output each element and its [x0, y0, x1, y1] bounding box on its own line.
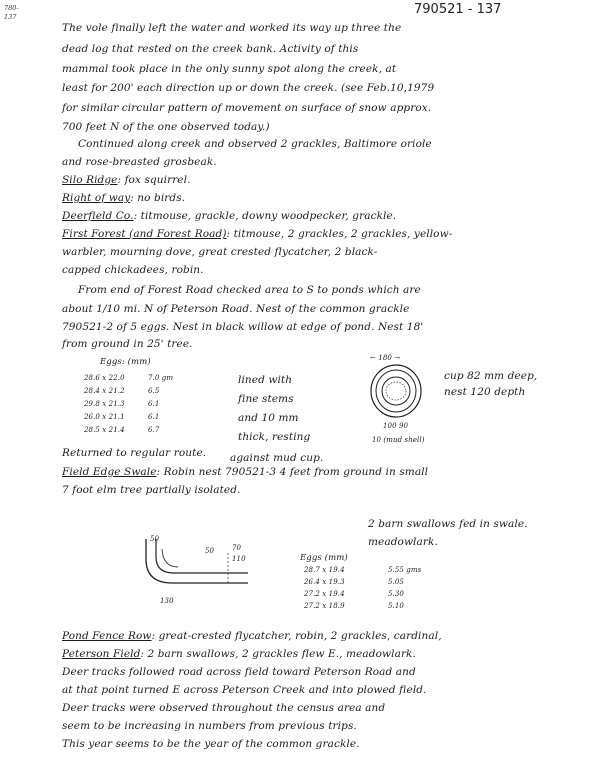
forest-road-line-3: 790521-2 of 5 eggs. Nest in black willow at edge of pond. Nest 18' [62, 321, 424, 333]
eggs1-size: 29.8 x 21.3 [84, 400, 125, 408]
eggs2-size: 26.4 x 19.3 [304, 578, 345, 586]
eggs2-wt: 5.55 gms [388, 566, 422, 574]
line-5: for similar circular pattern of movement on surface of snow approx. [62, 102, 432, 114]
first-forest-text: : titmouse, 2 grackles, 2 grackles, yellow- [226, 228, 453, 240]
entry-text: : titmouse, grackle, downy woodpecker, grackle. [133, 210, 397, 222]
entry-silo-ridge [62, 174, 191, 186]
line-7: Continued along creek and observed 2 grackles, Baltimore oriole [78, 138, 432, 150]
eggs2-wt: 5.10 [388, 602, 404, 610]
field-edge-line-1 [62, 466, 428, 478]
nest-desc-3: and 10 mm [238, 412, 299, 424]
eggs2-size: 27.2 x 19.4 [304, 590, 345, 598]
eggs1-size: 28.5 x 21.4 [84, 426, 125, 434]
nest-desc-5: against mud cup. [230, 452, 324, 464]
nest-desc-2: fine stems [238, 393, 294, 405]
entry-text: : no birds. [130, 192, 186, 204]
entry-deerfield [62, 210, 396, 222]
first-forest-line-1 [62, 228, 452, 240]
eggs2-wt: 5.05 [388, 578, 404, 586]
first-forest-label: First Forest [62, 228, 126, 240]
final-line-2: at that point turned E across Peterson Creek and into plowed field. [62, 684, 427, 696]
nest-sketch-inner2-label: 90 [399, 422, 409, 430]
line-8: and rose-breasted grosbeak. [62, 156, 217, 168]
line-6: 700 feet N of the one observed today.) [62, 121, 270, 133]
pond-fence-label: Pond Fence Row [62, 630, 152, 642]
eggs2-wt: 5.30 [388, 590, 404, 598]
corner-note-2: 137 [4, 13, 17, 21]
nest2-bottom-label: 130 [160, 597, 174, 605]
first-forest-line-3: capped chickadees, robin. [62, 264, 204, 276]
cup-note-1: cup 82 mm deep, [444, 370, 538, 382]
peterson-field-line [62, 648, 416, 660]
final-line-5: This year seems to be the year of the common grackle. [62, 738, 360, 750]
field-edge-label: Field Edge Swale [62, 466, 157, 478]
eggs1-wt: 6.1 [148, 400, 160, 408]
entry-right-of-way [62, 192, 185, 204]
nest-sketch-top-label: ← 180 → [370, 354, 401, 362]
forest-road-line-4: from ground in 25' tree. [62, 338, 193, 350]
nest2-mid-label: 50 [205, 547, 215, 555]
field-edge-text: : Robin nest 790521-3 4 feet from ground in small [156, 466, 429, 478]
pond-fence-line [62, 630, 442, 642]
eggs1-size: 26.0 x 21.1 [84, 413, 125, 421]
field-edge-line-2: 7 foot elm tree partially isolated. [62, 484, 241, 496]
nest-desc-4: thick, resting [238, 431, 311, 443]
nest-desc-1: lined with [238, 374, 293, 386]
eggs2-size: 27.2 x 18.9 [304, 602, 345, 610]
pond-fence-text: : great-crested flycatcher, robin, 2 grackles, cardinal, [151, 630, 442, 642]
entry-text: : fox squirrel. [117, 174, 191, 186]
nest2-right1-label: 70 [232, 544, 242, 552]
page-id: 790521 - 137 [414, 2, 502, 17]
nest-sketch-inner-label: 100 [383, 422, 397, 430]
eggs1-size: 28.6 x 22.0 [84, 374, 125, 382]
swale-note-1: 2 barn swallows fed in swale. [368, 518, 528, 530]
entry-label: Deerfield Co. [62, 210, 134, 222]
corner-note-1: 780- [4, 4, 19, 12]
forest-road-line-2: about 1/10 mi. N of Peterson Road. Nest of the common grackle [62, 303, 410, 315]
entry-label: Right of way [62, 192, 131, 204]
eggs1-size: 28.4 x 21.2 [84, 387, 125, 395]
line-1: The vole finally left the water and worked its way up three the [62, 22, 402, 34]
eggs2-header: Eggs (mm) [300, 553, 348, 563]
nest-sketch-diagram [366, 362, 428, 420]
eggs1-header: Eggs: (mm) [100, 357, 151, 367]
eggs1-wt: 7.0 gm [148, 374, 174, 382]
final-line-1: Deer tracks followed road across field toward Peterson Road and [62, 666, 416, 678]
peterson-field-label: Peterson Field [62, 648, 141, 660]
nest-sketch-bottom-label: 10 (mud shell) [372, 436, 425, 444]
line-3: mammal took place in the only sunny spot along the creek, at [62, 63, 397, 75]
line-4: least for 200' each direction up or down the creek. (see Feb.10,1979 [62, 82, 435, 94]
entry-label: Silo Ridge [62, 174, 118, 186]
first-forest-line-2: warbler, mourning dove, great crested flycatcher, 2 black- [62, 246, 378, 258]
first-forest-suffix: (and Forest Road) [125, 228, 227, 240]
returned-line: Returned to regular route. [62, 447, 207, 459]
forest-road-line-1: From end of Forest Road checked area to S to ponds which are [78, 284, 421, 296]
eggs1-wt: 6.5 [148, 387, 160, 395]
cup-note-2: nest 120 depth [444, 386, 526, 398]
eggs2-size: 28.7 x 19.4 [304, 566, 345, 574]
peterson-field-text: : 2 barn swallows, 2 grackles flew E., meadowlark. [140, 648, 416, 660]
swale-note-2: meadowlark. [368, 536, 438, 548]
eggs1-wt: 6.1 [148, 413, 160, 421]
eggs1-wt: 6.7 [148, 426, 160, 434]
final-line-4: seem to be increasing in numbers from previous trips. [62, 720, 357, 732]
nest2-right2-label: 110 [232, 555, 246, 563]
line-2: dead log that rested on the creek bank. Activity of this [62, 43, 359, 55]
final-line-3: Deer tracks were observed throughout the census area and [62, 702, 386, 714]
nest2-left-label: 50 [150, 535, 160, 543]
